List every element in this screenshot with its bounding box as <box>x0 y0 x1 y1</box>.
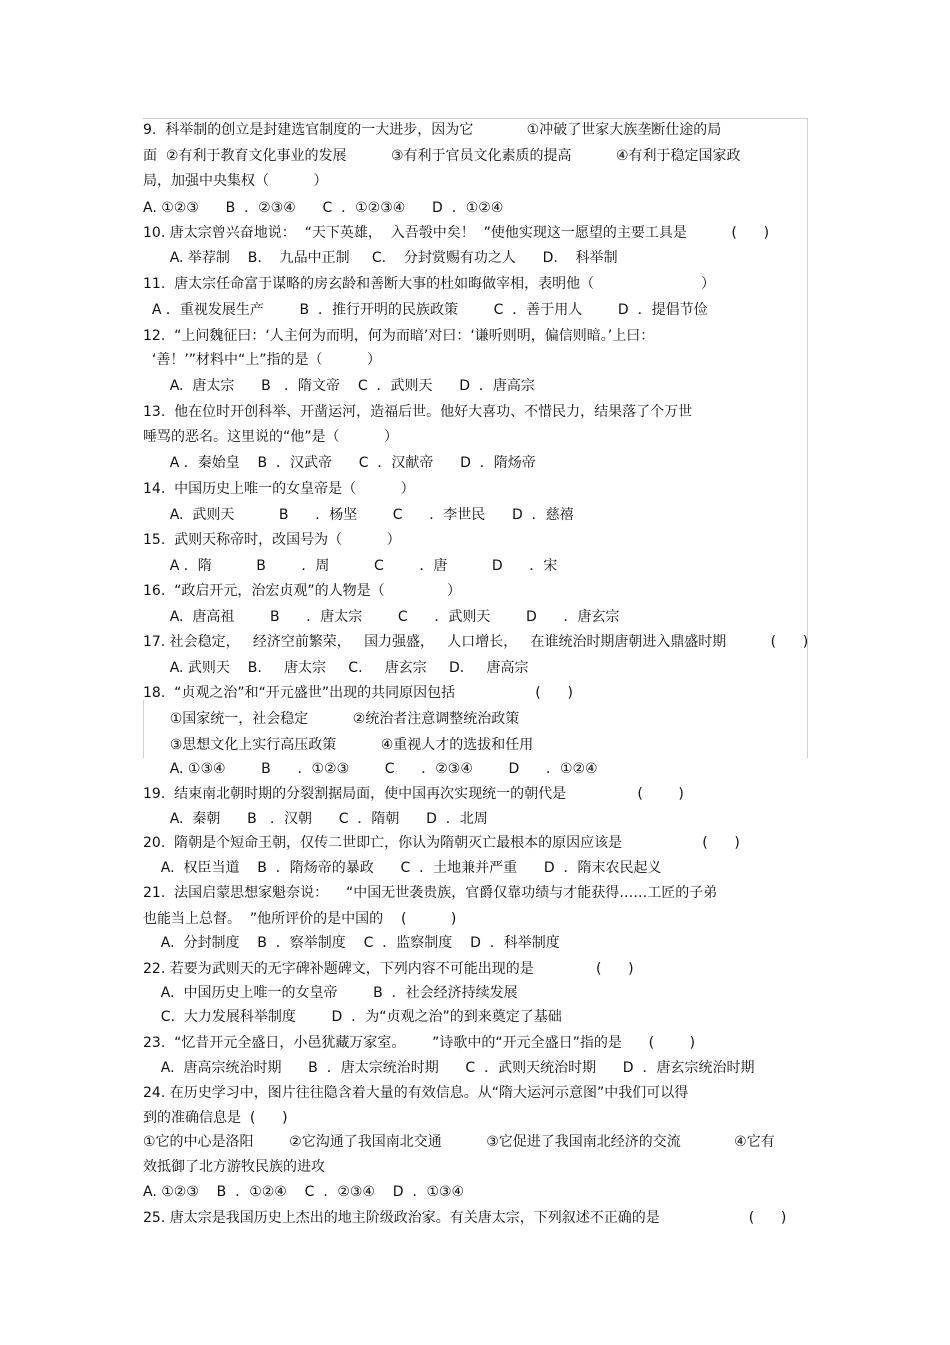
text-line: 20. 隋朝是个短命王朝，仅传二世即亡，你认为隋朝灭亡最根本的原因应该是 ( ) <box>143 835 740 851</box>
frame-line-top <box>143 118 808 119</box>
text-line: 22. 若要为武则天的无字碑补题碑文，下列内容不可能出现的是 ( ) <box>143 961 634 977</box>
text-line: 11. 唐太宗任命富于谋略的房玄龄和善断大事的杜如晦做宰相，表明他（ ） <box>143 276 715 292</box>
text-line: 局，加强中央集权（ ） <box>143 173 328 189</box>
text-line: A. 唐太宗 B ．隋文帝 C ．武则天 D ．唐高宗 <box>143 378 535 394</box>
text-line: A. 中国历史上唯一的女皇帝 B ．社会经济持续发展 <box>143 985 518 1001</box>
text-line: 效抵御了北方游牧民族的进攻 <box>143 1159 325 1175</box>
text-line: 13. 他在位时开创科举、开凿运河，造福后世。他好大喜功、不惜民力，结果落了个万世 <box>143 404 693 420</box>
text-line: ①国家统一，社会稳定 ②统治者注意调整统治政策 <box>143 711 520 727</box>
text-line: A. 唐高宗统治时期 B ．唐太宗统治时期 C ．武则天统治时期 D ．唐玄宗统治时期 <box>143 1060 755 1076</box>
text-line: A. ①②③ B ．②③④ C ．①②③④ D ．①②④ <box>143 200 504 216</box>
text-line: 21. 法国启蒙思想家魁奈说： “中国无世袭贵族，官爵仅靠功绩与才能获得……工匠的子弟 <box>143 885 718 901</box>
frame-line-right <box>807 118 808 758</box>
text-line: A ．秦始皇 B ．汉武帝 C ．汉献帝 D ．隋炀帝 <box>143 455 536 471</box>
text-line: 唾骂的恶名。这里说的“他”是（ ） <box>143 429 399 445</box>
text-line: 17. 社会稳定， 经济空前繁荣， 国力强盛， 人口增长， 在谁统治时期唐朝进入鼎盛时期 ( ) <box>143 634 809 650</box>
text-line: A. 武则天 B ．杨坚 C ．李世民 D ．慈禧 <box>143 507 574 523</box>
text-line: 25. 唐太宗是我国历史上杰出的地主阶级政治家。有关唐太宗，下列叙述不正确的是 ( ) <box>143 1210 787 1226</box>
text-line: A. ①③④ B ．①②③ C ．②③④ D ．①②④ <box>143 761 598 777</box>
text-line: A. 唐高祖 B ．唐太宗 C ．武则天 D ．唐玄宗 <box>143 609 620 625</box>
text-line: 12. “上问魏征曰：‘人主何为而明，何为而暗’对曰：‘谦听则明，偏信则暗。’上曰： <box>143 328 655 344</box>
text-line: ①它的中心是洛阳 ②它沟通了我国南北交通 ③它促进了我国南北经济的交流 ④它有 <box>143 1134 775 1150</box>
text-line: 到的准确信息是 ( ) <box>143 1110 288 1126</box>
text-line: A. 分封制度 B ．察举制度 C ．监察制度 D ．科举制度 <box>143 935 560 951</box>
text-line: ‘善！’”材料中“上”指的是（ ） <box>143 352 382 368</box>
text-line: A. 举荐制 B. 九品中正制 C. 分封赏赐有功之人 D. 科举制 <box>143 250 618 266</box>
text-line: 15. 武则天称帝时，改国号为（ ） <box>143 532 401 548</box>
text-line: 24. 在历史学习中，图片往往隐含着大量的有效信息。从“隋大运河示意图”中我们可以得 <box>143 1085 689 1101</box>
text-line: A ．隋 B ．周 C ．唐 D ．宋 <box>143 558 558 574</box>
text-line: A. 秦朝 B ．汉朝 C ．隋朝 D ．北周 <box>143 811 488 827</box>
text-line: 23. “忆昔开元全盛日，小邑犹藏万家室。 ”诗歌中的“开元全盛日”指的是 ( ) <box>143 1035 696 1051</box>
text-line: C. 大力发展科举制度 D ．为“贞观之治”的到来奠定了基础 <box>143 1009 562 1025</box>
text-line: ③思想文化上实行高压政策 ④重视人才的选拔和任用 <box>143 737 534 753</box>
text-line: A ．重视发展生产 B ．推行开明的民族政策 C ．善于用人 D ．提倡节俭 <box>143 302 708 318</box>
text-line: A. 权臣当道 B ．隋炀帝的暴政 C ．土地兼并严重 D ．隋末农民起义 <box>143 860 662 876</box>
text-line: 19. 结束南北朝时期的分裂割据局面，使中国再次实现统一的朝代是 ( ) <box>143 786 684 802</box>
text-line: A. 武则天 B. 唐太宗 C. 唐玄宗 D. 唐高宗 <box>143 660 529 676</box>
text-line: 14. 中国历史上唯一的女皇帝是（ ） <box>143 481 415 497</box>
text-line: 9. 科举制的创立是封建选官制度的一大进步，因为它 ①冲破了世家大族垄断仕途的局 <box>143 122 722 138</box>
text-line: A. ①②③ B ．①②④ C ．②③④ D ．①③④ <box>143 1184 465 1200</box>
text-line: 10. 唐太宗曾兴奋地说： “天下英雄， 入吾彀中矣！ ”使他实现这一愿望的主要工具是 ( ) <box>143 225 770 241</box>
text-line: 18. “贞观之治”和“开元盛世”出现的共同原因包括 ( ) <box>143 685 573 701</box>
text-line: 面 ②有利于教育文化事业的发展 ③有利于官员文化素质的提高 ④有利于稳定国家政 <box>143 148 741 164</box>
text-line: 也能当上总督。 ”他所评价的是中国的 ( ) <box>143 911 457 927</box>
text-line: 16. “政启开元，治宏贞观”的人物是（ ） <box>143 583 461 599</box>
